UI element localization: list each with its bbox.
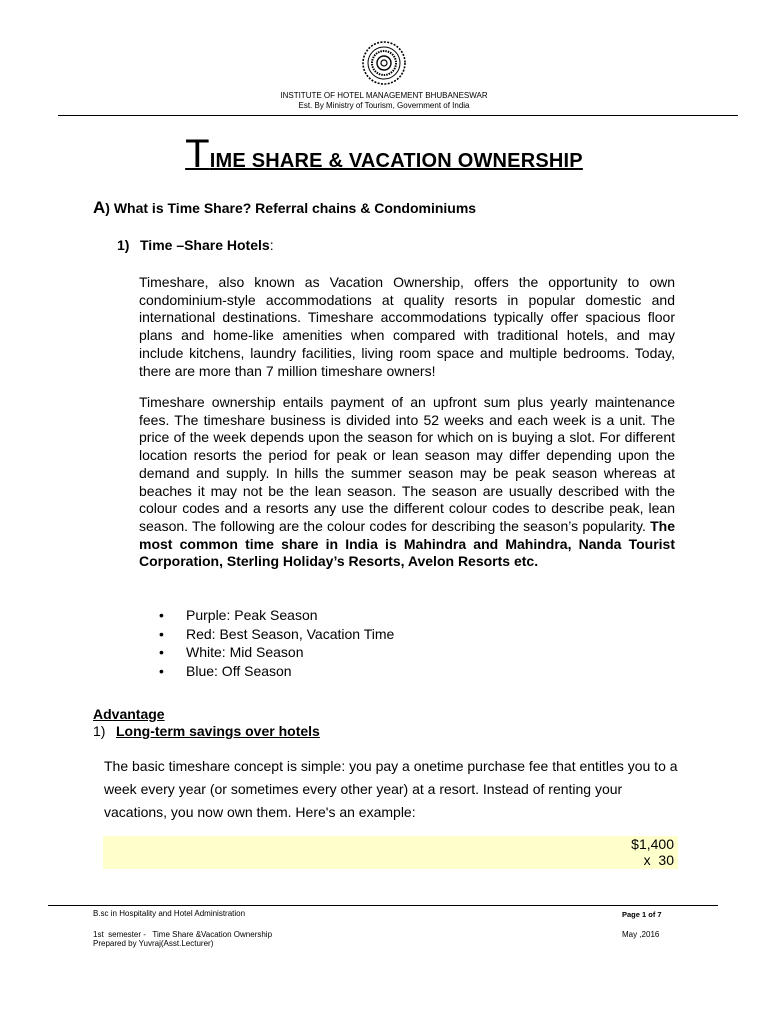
footer-divider (48, 905, 718, 906)
season-color-list (140, 606, 394, 680)
footer-course: B.sc in Hospitality and Hotel Administration (93, 909, 246, 918)
bullet-icon: • (159, 607, 164, 623)
advantage-item-number: 1) (93, 723, 106, 739)
advantage-item-title: Long-term savings over hotels (116, 723, 320, 739)
footer-page-number: Page 1 of 7 (622, 910, 662, 919)
list-item: • Blue: Off Season (159, 662, 292, 679)
bullet-icon: • (159, 625, 164, 642)
subsection-heading (117, 237, 274, 253)
header-divider (58, 115, 738, 116)
bullet-icon: • (159, 662, 164, 679)
advantage-heading: Advantage (93, 706, 165, 722)
section-a-heading (93, 198, 476, 218)
footer-prepared-by: Prepared by Yuvraj(Asst.Lecturer) (93, 939, 214, 948)
institute-name: INSTITUTE OF HOTEL MANAGEMENT BHUBANESWAR (280, 91, 488, 100)
title-drop-letter: T (185, 132, 210, 176)
list-item: • White: Mid Season (159, 644, 304, 660)
subsection-label: Time –Share Hotels (140, 237, 270, 253)
paragraph-timeshare-intro: Timeshare, also known as Vacation Ownership, offers the opportunity to own condominium-style accommodations at quality resorts in popular domestic and international destinations. Timeshare accommodations typically offer spacious floor plans and home-like amenities when compared with traditional hotels, and may include kitchens, laundry facilities, living room space and multiple bedrooms. Today, there are more than 7 million timeshare owners! (139, 274, 675, 379)
title-rest: IME SHARE & VACATION OWNERSHIP (209, 150, 583, 172)
section-a-text: ) What is Time Share? Referral chains & Condominiums (105, 200, 477, 216)
bullet-icon: • (159, 644, 164, 660)
footer-semester: 1st semester - Time Share &Vacation Ownership (93, 930, 273, 939)
example-multiplier: x 30 (643, 852, 674, 868)
page-title (0, 134, 768, 174)
subsection-colon: : (269, 237, 274, 253)
example-highlight-box (103, 836, 678, 869)
list-item: • Red: Best Season, Vacation Time (159, 625, 395, 642)
paragraph-timeshare-concept: The basic timeshare concept is simple: you pay a onetime purchase fee that entitles you to a week every year (or sometimes every other year) at a resort. Instead of renting your vacations, you now own them. Here's an example: (104, 758, 678, 820)
paragraph-regular-text: Timeshare ownership entails payment of an upfront sum plus yearly maintenance fees. The timeshare business is divided into 52 weeks and each week is a unit. The price of the week depends upon the season for which on is buying a slot. For different location resorts the period for peak or lean season may differ depending upon the demand and supply. In hills the summer season may be peak season whereas at beaches it may not be the lean season. The season are usually described with the colour codes and a resorts any use the different colour codes to describe peak, lean season. The following are the colour codes for describing the season’s popularity. (139, 394, 675, 534)
advantage-item (93, 723, 320, 739)
subsection-number: 1) (117, 237, 130, 253)
footer-date: May ,2016 (622, 930, 660, 939)
paragraph-timeshare-ownership (139, 394, 675, 571)
list-item: • Purple: Peak Season (159, 607, 318, 623)
paragraph-bold-text: The most common time share in India is Mahindra and Mahindra, Nanda Tourist Corporation, Sterling Holiday’s Resorts, Avelon Resorts etc. (139, 517, 675, 570)
emblem-seal-icon (361, 40, 407, 86)
institute-est: Est. By Ministry of Tourism, Government of India (298, 101, 470, 110)
example-amount: $1,400 (631, 836, 674, 852)
section-a-letter: A (93, 198, 106, 217)
